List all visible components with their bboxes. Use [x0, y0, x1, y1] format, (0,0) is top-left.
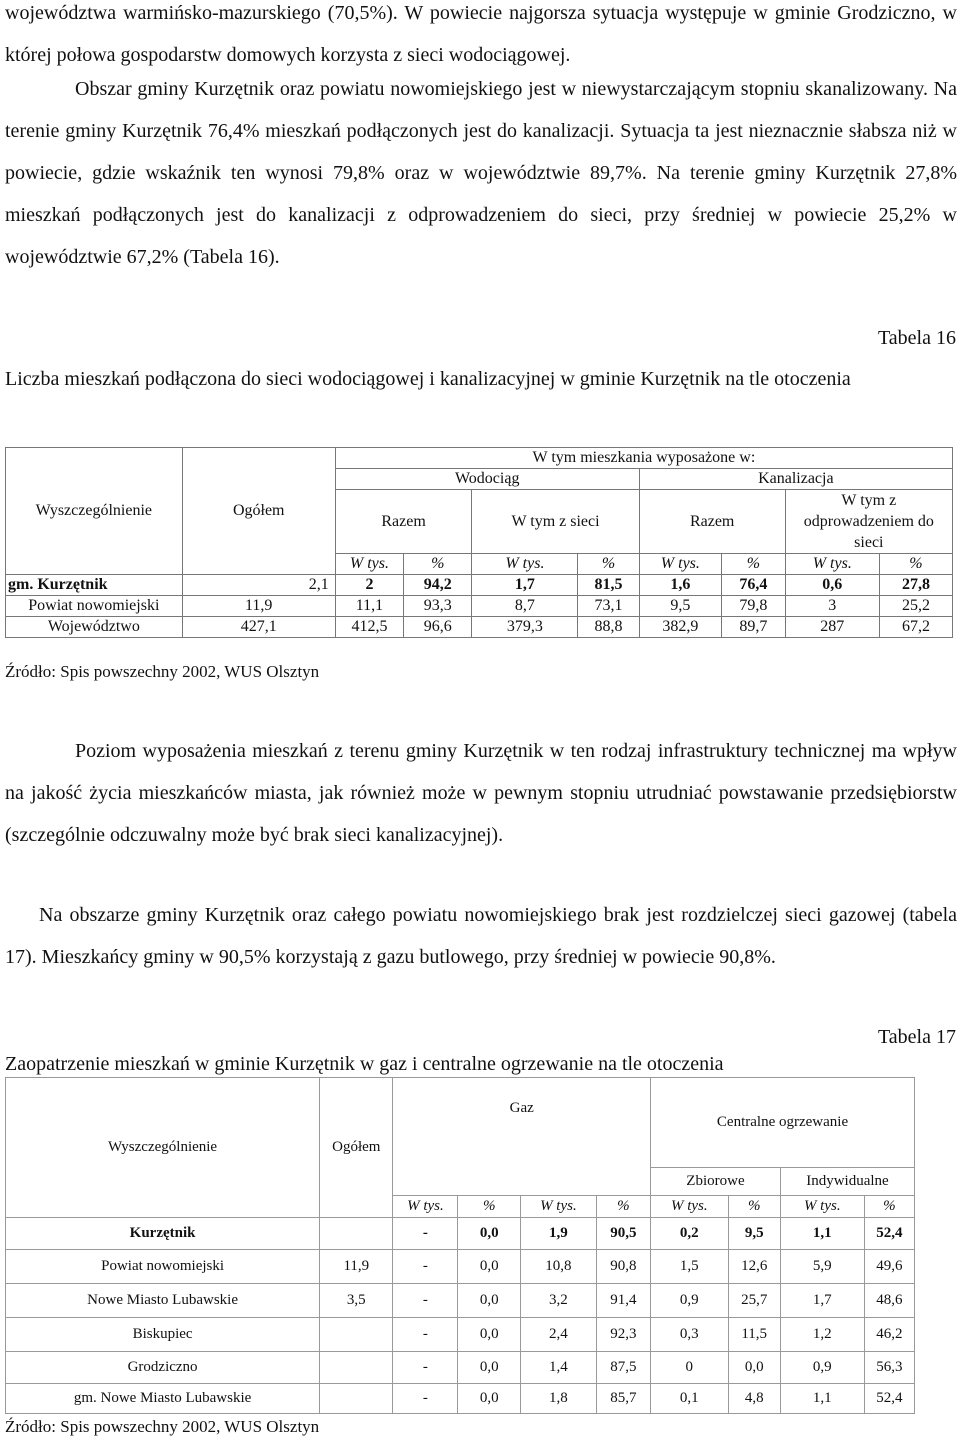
- table-row: [6, 1318, 915, 1352]
- table-16: [5, 447, 953, 638]
- header-w-tym: W tym mieszkania wyposażone w:: [335, 448, 952, 469]
- cell-ogolem: [320, 1384, 393, 1414]
- table-row: [6, 1352, 915, 1384]
- cell: 0,2: [651, 1218, 728, 1250]
- cell: 1,1: [780, 1218, 864, 1250]
- cell: 0,0: [728, 1352, 780, 1384]
- cell: -: [393, 1284, 458, 1318]
- table16-label: Tabela 16: [877, 327, 956, 349]
- table-row: [6, 617, 953, 638]
- cell: 48,6: [864, 1284, 914, 1318]
- cell: 287: [785, 617, 879, 638]
- cell: 1,5: [651, 1250, 728, 1284]
- cell: 1,6: [639, 575, 721, 596]
- header-w-tym-z-sieci: W tym z sieci: [472, 490, 639, 554]
- table-17: [5, 1077, 915, 1414]
- cell: 1,9: [521, 1218, 596, 1250]
- header-ogolem: Ogółem: [182, 448, 335, 575]
- cell: -: [393, 1318, 458, 1352]
- cell: 76,4: [722, 575, 786, 596]
- cell: 1,7: [472, 575, 578, 596]
- row-name: Grodziczno: [6, 1352, 320, 1384]
- cell: 9,5: [639, 596, 721, 617]
- cell: 4,8: [728, 1384, 780, 1414]
- unit-cell: W tys.: [639, 554, 721, 575]
- cell: 90,8: [596, 1250, 650, 1284]
- header-ogolem: Ogółem: [320, 1078, 393, 1218]
- cell-ogolem: 11,9: [320, 1250, 393, 1284]
- cell: 52,4: [864, 1218, 914, 1250]
- table-row: [6, 1284, 915, 1318]
- cell-ogolem: [320, 1318, 393, 1352]
- unit-cell: W tys.: [521, 1196, 596, 1218]
- row-name-main: Województwo: [47, 618, 140, 635]
- header-razem-wodociag: Razem: [335, 490, 472, 554]
- table-row: [6, 1250, 915, 1284]
- cell: 0,9: [651, 1284, 728, 1318]
- unit-cell: %: [596, 1196, 650, 1218]
- paragraph-gas: Na obszarze gminy Kurzętnik oraz całego powiatu nowomiejskiego brak jest rozdzielczej sieci gazowej (tabela 17). Mieszkańcy gminy w 90,5% korzystają z gazu butlowego, przy średniej w powiecie 90,8%.: [5, 904, 957, 968]
- header-wyszczegolnienie: Wyszczególnienie: [6, 448, 183, 575]
- row-name-prefix: gm.: [8, 576, 38, 593]
- row-name: Kurzętnik: [6, 1218, 320, 1250]
- cell: 52,4: [864, 1384, 914, 1414]
- cell: 0,1: [651, 1384, 728, 1414]
- cell: -: [393, 1384, 458, 1414]
- cell: 0,0: [458, 1250, 521, 1284]
- cell: 0,0: [458, 1218, 521, 1250]
- cell: 1,2: [780, 1318, 864, 1352]
- table16-caption: Liczba mieszkań podłączona do sieci wodociągowej i kanalizacyjnej w gminie Kurzętnik na tle otoczenia: [5, 368, 851, 390]
- cell: 0,0: [458, 1284, 521, 1318]
- cell: 2: [335, 575, 403, 596]
- table17-caption: Zaopatrzenie mieszkań w gminie Kurzętnik w gaz i centralne ogrzewanie na tle otoczenia: [5, 1053, 724, 1075]
- cell: 11,1: [335, 596, 403, 617]
- cell: 0: [651, 1352, 728, 1384]
- cell: 1,1: [780, 1384, 864, 1414]
- cell: 412,5: [335, 617, 403, 638]
- cell: 49,6: [864, 1250, 914, 1284]
- unit-cell: %: [864, 1196, 914, 1218]
- cell: 85,7: [596, 1384, 650, 1414]
- unit-cell: %: [404, 554, 472, 575]
- cell: -: [393, 1250, 458, 1284]
- unit-cell: W tys.: [780, 1196, 864, 1218]
- cell: 1,4: [521, 1352, 596, 1384]
- cell: 12,6: [728, 1250, 780, 1284]
- cell: 3,2: [521, 1284, 596, 1318]
- row-name: gm. Nowe Miasto Lubawskie: [6, 1384, 320, 1414]
- cell: 46,2: [864, 1318, 914, 1352]
- cell: 67,2: [879, 617, 952, 638]
- row-name: [6, 596, 183, 617]
- header-gaz: Gaz: [393, 1078, 651, 1196]
- table-row: [6, 1384, 915, 1414]
- cell-ogolem: 11,9: [182, 596, 335, 617]
- unit-cell: %: [879, 554, 952, 575]
- cell: -: [393, 1218, 458, 1250]
- cell: 9,5: [728, 1218, 780, 1250]
- unit-cell: %: [458, 1196, 521, 1218]
- cell: 0,3: [651, 1318, 728, 1352]
- cell-ogolem: 3,5: [320, 1284, 393, 1318]
- cell: 379,3: [472, 617, 578, 638]
- unit-cell: W tys.: [472, 554, 578, 575]
- cell: -: [393, 1352, 458, 1384]
- cell: 8,7: [472, 596, 578, 617]
- paragraph-sewage: Obszar gminy Kurzętnik oraz powiatu nowomiejskiego jest w niewystarczającym stopniu skanalizowany. Na terenie gminy Kurzętnik 76,4% mieszkań podłączonych jest do kanalizacji. Sytuacja ta jest nieznacznie słabsza niż w powiecie, gdzie wskaźnik ten wynosi 79,8% oraz w województwie 89,7%. Na terenie gminy Kurzętnik 27,8% mieszkań podłączonych jest do kanalizacji z odprowadzeniem do sieci, przy średniej w powiecie 25,2% w województwie 67,2% (Tabela 16).: [5, 78, 957, 268]
- cell: 1,7: [780, 1284, 864, 1318]
- header-w-tym-odprowadzeniem: W tym z odprowadzeniem do sieci: [785, 490, 952, 554]
- cell: 3: [785, 596, 879, 617]
- cell-ogolem: 427,1: [182, 617, 335, 638]
- unit-cell: %: [722, 554, 786, 575]
- cell: 91,4: [596, 1284, 650, 1318]
- table-row: [6, 1218, 915, 1250]
- cell: 89,7: [722, 617, 786, 638]
- cell: 0,0: [458, 1352, 521, 1384]
- header-kanalizacja: Kanalizacja: [639, 469, 952, 490]
- table16-source: Źródło: Spis powszechny 2002, WUS Olsztyn: [5, 662, 320, 681]
- cell: 11,5: [728, 1318, 780, 1352]
- cell: 93,3: [404, 596, 472, 617]
- row-name: [6, 617, 183, 638]
- cell: 0,9: [780, 1352, 864, 1384]
- cell: 92,3: [596, 1318, 650, 1352]
- table-row: [6, 596, 953, 617]
- cell: 25,2: [879, 596, 952, 617]
- cell: 96,6: [404, 617, 472, 638]
- cell: 88,8: [578, 617, 639, 638]
- header-zbiorowe: Zbiorowe: [651, 1168, 781, 1196]
- table-row: [6, 575, 953, 596]
- cell: 94,2: [404, 575, 472, 596]
- cell: 27,8: [879, 575, 952, 596]
- header-centralne: Centralne ogrzewanie: [651, 1078, 915, 1168]
- cell: 5,9: [780, 1250, 864, 1284]
- row-name-main: Powiat nowomiejski: [28, 597, 160, 614]
- cell: 1,8: [521, 1384, 596, 1414]
- cell: 90,5: [596, 1218, 650, 1250]
- cell: 25,7: [728, 1284, 780, 1318]
- unit-cell: W tys.: [785, 554, 879, 575]
- cell: 73,1: [578, 596, 639, 617]
- cell: 10,8: [521, 1250, 596, 1284]
- row-name: [6, 575, 183, 596]
- unit-cell: W tys.: [651, 1196, 728, 1218]
- unit-cell: %: [728, 1196, 780, 1218]
- cell: 382,9: [639, 617, 721, 638]
- cell: 81,5: [578, 575, 639, 596]
- cell: 0,0: [458, 1384, 521, 1414]
- unit-cell: W tys.: [393, 1196, 458, 1218]
- row-name: Powiat nowomiejski: [6, 1250, 320, 1284]
- row-name: Nowe Miasto Lubawskie: [6, 1284, 320, 1318]
- cell: 2,4: [521, 1318, 596, 1352]
- cell: 79,8: [722, 596, 786, 617]
- table17-source: Źródło: Spis powszechny 2002, WUS Olsztyn: [5, 1417, 320, 1436]
- header-wodociag: Wodociąg: [335, 469, 639, 490]
- cell-ogolem: 2,1: [182, 575, 335, 596]
- cell: 0,0: [458, 1318, 521, 1352]
- header-wyszczegolnienie: Wyszczególnienie: [6, 1078, 320, 1218]
- row-name-main: Kurzętnik: [37, 576, 108, 593]
- header-razem-kanalizacja: Razem: [639, 490, 785, 554]
- table17-label: Tabela 17: [877, 1026, 956, 1048]
- row-name: Biskupiec: [6, 1318, 320, 1352]
- cell-ogolem: [320, 1218, 393, 1250]
- unit-cell: W tys.: [335, 554, 403, 575]
- cell: 87,5: [596, 1352, 650, 1384]
- paragraph-water-supply: województwa warmińsko-mazurskiego (70,5%). W powiecie najgorsza sytuacja występuje w gminie Grodziczno, w której połowa gospodarstw domowych korzysta z sieci wodociągowej.: [5, 2, 957, 66]
- unit-cell: %: [578, 554, 639, 575]
- paragraph-infrastructure: Poziom wyposażenia mieszkań z terenu gminy Kurzętnik w ten rodzaj infrastruktury technicznej ma wpływ na jakość życia mieszkańców miasta, jak również może w pewnym stopniu utrudniać powstawanie przedsiębiorstw (szczególnie odczuwalny może być brak sieci kanalizacyjnej).: [5, 740, 957, 846]
- cell-ogolem: [320, 1352, 393, 1384]
- cell: 0,6: [785, 575, 879, 596]
- header-indywidualne: Indywidualne: [780, 1168, 914, 1196]
- cell: 56,3: [864, 1352, 914, 1384]
